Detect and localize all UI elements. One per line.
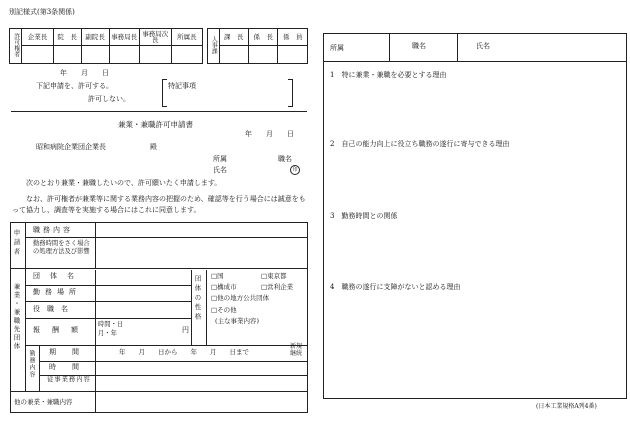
nature-option-local-gov[interactable]: □他の地方公共団体 <box>211 294 270 302</box>
application-date: 年 月 日 <box>245 130 294 138</box>
org-nature-label: 団体の性格 <box>193 275 202 323</box>
col-staff: 係 員 <box>278 29 308 46</box>
col-vice-director: 副院長 <box>81 29 109 46</box>
paper-standard: (日本工業規格A列4番) <box>536 403 597 410</box>
col-subsection-chief: 係 長 <box>249 29 278 46</box>
col-president: 企業長 <box>22 29 53 46</box>
reason-1: 1 特に兼業・兼職を必要とする理由 <box>330 71 447 79</box>
work-content-label: 勤務内容 <box>28 350 35 378</box>
approval-permit: 下記申請を、許可する。 <box>36 82 113 90</box>
form-number: 別記様式(第3条関係) <box>9 8 75 16</box>
stamp-cell[interactable] <box>81 46 109 64</box>
seal-icon: 印 <box>290 165 300 175</box>
approval-stamp-table <box>9 28 203 64</box>
nature-option-national[interactable]: □国 <box>211 272 224 280</box>
other-side-jobs-label: 他の兼業・兼職内容 <box>14 398 73 406</box>
nature-option-tokyo[interactable]: □東京都 <box>261 272 287 280</box>
col-section-chief: 課 長 <box>219 29 248 46</box>
panel-name-label: 氏名 <box>476 42 490 50</box>
applicant-label: 申請者 <box>12 229 21 258</box>
personnel-label: 人事課 <box>210 36 218 55</box>
stamp-cell[interactable] <box>109 46 139 64</box>
period-new: 新規 <box>290 343 303 350</box>
period-value: 年 月 日から 年 月 日まで <box>119 348 249 356</box>
application-body-2: なお、許可権者が兼業等に関する業務内容の把握のため、確認等を行う場合には誠意をもって協力し、調査等を実施する場合にはこれに同意します。 <box>12 195 306 214</box>
nature-option-member-city[interactable]: □構成市 <box>211 283 237 291</box>
role-name-label: 役職名 <box>33 305 75 313</box>
approval-date: 年 月 日 <box>60 69 109 77</box>
reason-4: 4 職務の遂行に支障がないと認める理由 <box>330 283 461 291</box>
duty-content-label: 職務内容 <box>33 226 73 234</box>
period-label: 期間 <box>49 348 95 356</box>
personnel-stamp-table <box>207 28 308 64</box>
pay-unit-1: 時間・日 <box>98 321 124 328</box>
approval-deny: 許可しない。 <box>88 95 130 103</box>
stamp-cell[interactable] <box>171 46 202 64</box>
main-table <box>10 222 308 413</box>
stamp-cell[interactable] <box>219 46 248 64</box>
nature-note: (主な事業内容) <box>215 317 260 325</box>
reason-panel <box>323 33 627 399</box>
work-place-label: 勤務場所 <box>33 288 81 296</box>
applicant-dept-label: 所属 <box>213 155 227 163</box>
stamp-cell[interactable] <box>53 46 81 64</box>
permitter-label: 許可権者 <box>12 33 20 58</box>
stamp-cell[interactable] <box>22 46 53 64</box>
nature-option-corporation[interactable]: □営利企業 <box>261 283 294 291</box>
special-notes-label: 特記事項 <box>168 82 196 90</box>
col-bureau-chief: 事務局長 <box>109 29 139 46</box>
pay-unit-2: 月・年 <box>98 330 117 337</box>
stamp-cell[interactable] <box>278 46 308 64</box>
col-bureau-deputy: 事務局次長 <box>139 29 171 46</box>
applicant-position-label: 職名 <box>278 155 292 163</box>
addressee: 昭和病院企業団企業長 <box>36 143 106 151</box>
application-title: 兼業・兼職許可申請書 <box>118 120 193 129</box>
period-continue: 継続 <box>290 350 303 357</box>
job-content-label: 従事業務内容 <box>47 376 91 383</box>
divider <box>11 111 307 112</box>
stamp-cell[interactable] <box>139 46 171 64</box>
side-org-label: 兼業・兼職先団体 <box>12 283 21 351</box>
panel-position-label: 職名 <box>412 42 426 50</box>
yen-label: 円 <box>182 326 189 334</box>
application-body-1: 次のとおり兼業・兼職したいので、許可願いたく申請します。 <box>26 179 222 187</box>
nature-option-other[interactable]: □その他 <box>211 306 237 314</box>
time-label: 時間 <box>49 363 95 371</box>
reason-2: 2 自己の能力向上に役立ち職務の遂行に寄与できる理由 <box>330 140 510 148</box>
col-director: 院 長 <box>53 29 81 46</box>
col-dept-head: 所属長 <box>171 29 202 46</box>
stamp-cell[interactable] <box>249 46 278 64</box>
duty-handling-label: 勤務時間をさく場合の処理方法及び影響 <box>33 240 90 255</box>
panel-dept-label: 所属 <box>330 44 344 52</box>
reason-3: 3 勤務時間との関係 <box>330 212 398 220</box>
honorific: 殿 <box>150 143 157 151</box>
org-name-label: 団体名 <box>33 272 84 280</box>
pay-label: 報酬額 <box>33 326 90 334</box>
applicant-name-label: 氏名 <box>213 166 227 174</box>
